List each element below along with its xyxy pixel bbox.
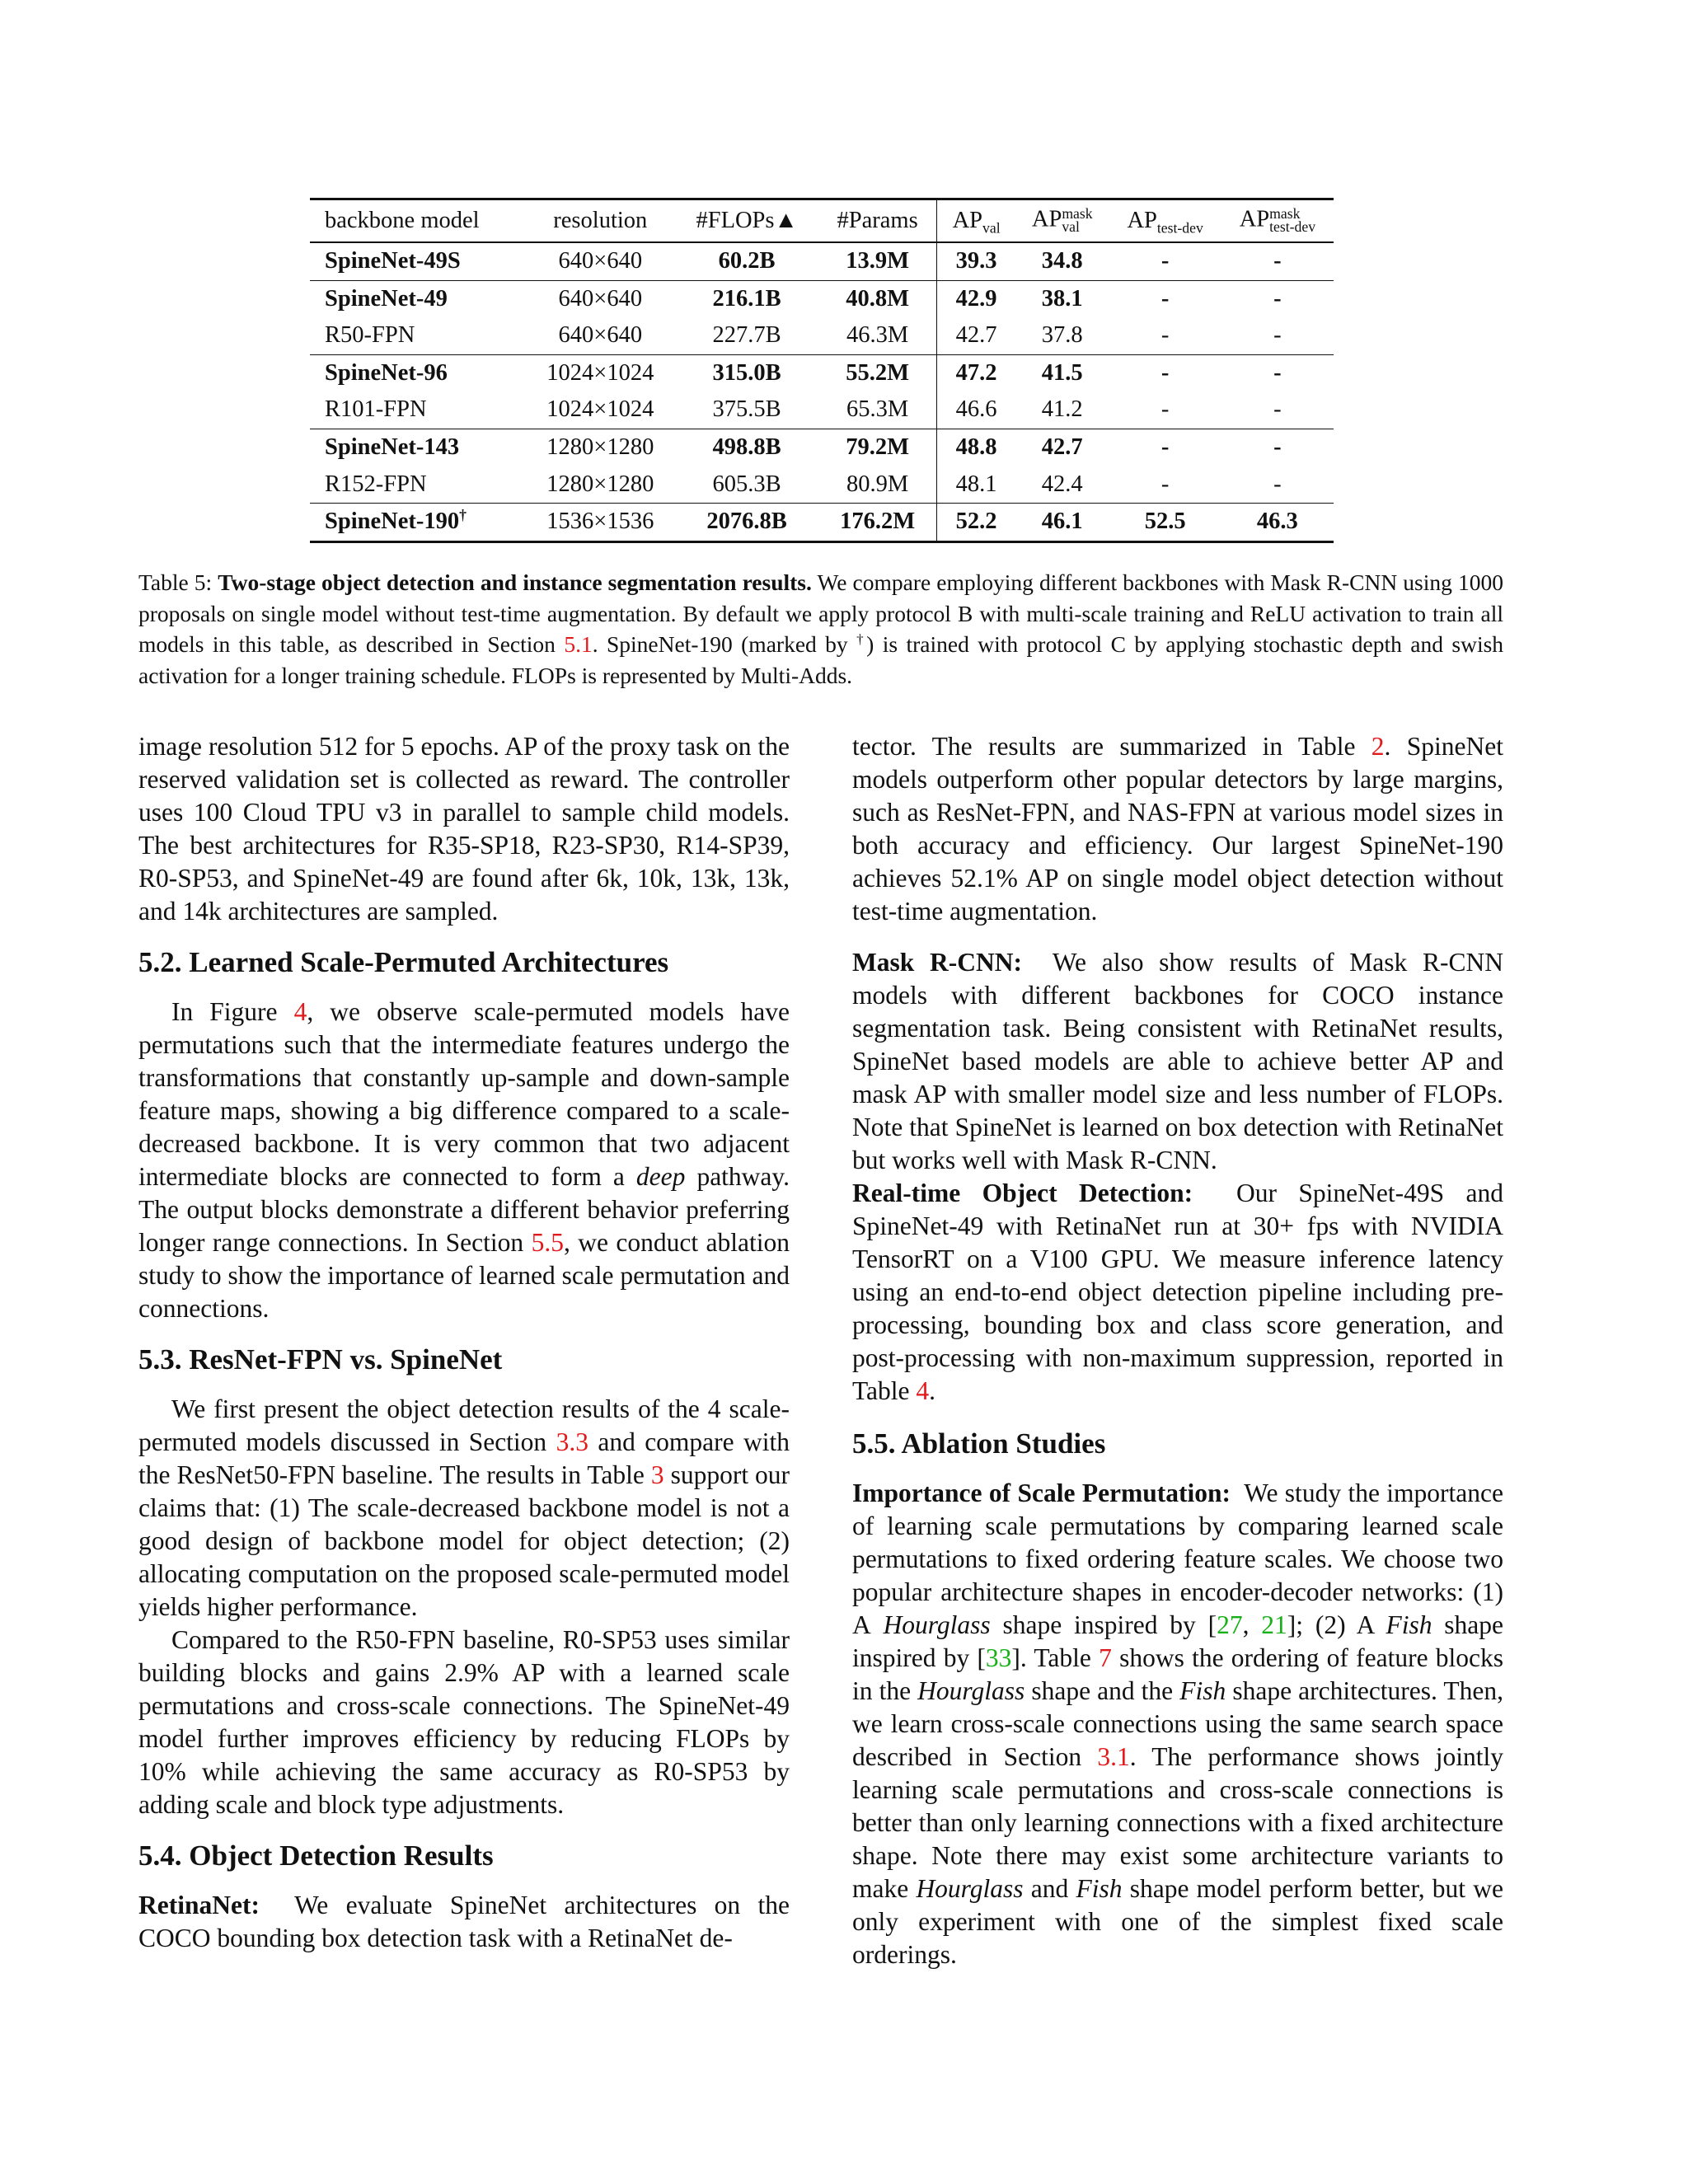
cell-ap-mask-testdev: -: [1273, 248, 1282, 274]
cell-ap-mask-val: 41.2: [1041, 396, 1083, 423]
cell-params: 176.2M: [818, 504, 937, 542]
citation-link[interactable]: 27: [1217, 1610, 1243, 1639]
cell-resolution: 640×640: [558, 285, 643, 312]
table-row: [310, 242, 1334, 280]
cell-model: R50-FPN: [325, 322, 415, 349]
cell-ap-testdev: -: [1160, 322, 1170, 349]
cell-ap-val: 48.8: [955, 434, 997, 461]
cell-ap-val: 39.3: [955, 248, 997, 274]
paragraph: image resolution 512 for 5 epochs. AP of the proxy task on the reserved validation set is collected as reward. The controller uses 100 Cloud TPU v3 in parallel to sample child models. The best architectures for R35-SP18, R23-SP30, R14-SP39, R0-SP53, and SpineNet-49 are found after 6k, 10k, 13k, 13k, and 14k architectures are sampled.: [138, 732, 790, 926]
cell-params: 55.2M: [818, 354, 937, 391]
paragraph: Real-time Object Detection: Our SpineNet-49S and SpineNet-49 with RetinaNet run at 30+ fps with NVIDIA TensorRT on a V100 GPU. We measure inference latency using an end-to-end object detection pipeline including pre-processing, bounding box and class score generation, and post-processing with non-maximum suppression, reported in Table 4.: [852, 1179, 1504, 1405]
cell-flops: 315.0B: [712, 359, 781, 386]
paragraph: Mask R-CNN: We also show results of Mask R-CNN models with different backbones for COCO instance segmentation task. Being consistent with RetinaNet results, SpineNet based models are able to achieve better AP and mask AP with smaller model size and less number of FLOPs. Note that SpineNet is learned on box detection with RetinaNet but works well with Mask R-CNN.: [852, 948, 1503, 1174]
citation-link[interactable]: 33: [985, 1643, 1012, 1672]
header-ap-mask-val: APmask val: [1031, 205, 1093, 235]
header-ap-testdev: $AP_{test-dev}$: [1127, 207, 1203, 237]
cell-flops: 227.7B: [712, 322, 781, 349]
cell-ap-mask-testdev: 46.3: [1256, 509, 1298, 535]
cell-model: R152-FPN: [325, 471, 427, 497]
header-ap-val: $AP_{val}$: [952, 207, 1001, 237]
paragraph: RetinaNet: We evaluate SpineNet architectures on the COCO bounding box detection task with a RetinaNet de-: [138, 1891, 790, 1952]
right-column: [852, 730, 1503, 1971]
cell-model: SpineNet-49: [325, 285, 448, 312]
table-row: [310, 317, 1334, 354]
cell-ap-mask-testdev: -: [1273, 434, 1282, 461]
cell-flops: 375.5B: [712, 396, 781, 423]
caption-title: Two-stage object detection and instance segmentation results.: [218, 569, 812, 595]
cell-ap-testdev: -: [1160, 396, 1170, 423]
section-ref-link[interactable]: 5.5: [531, 1228, 564, 1257]
cell-flops: 216.1B: [712, 285, 781, 312]
section-heading-5-3: 5.3. ResNet-FPN vs. SpineNet: [138, 1343, 503, 1376]
section-heading-5-2: 5.2. Learned Scale-Permuted Architectures: [138, 946, 669, 978]
caption-label: Table 5:: [138, 569, 213, 595]
cell-ap-val: 42.9: [955, 285, 997, 312]
cell-ap-mask-val: 42.7: [1041, 434, 1083, 461]
paragraph: Compared to the R50-FPN baseline, R0-SP53 uses similar building blocks and gains 2.9% AP with a learned scale permutations and cross-scale connections. The SpineNet-49 model further improves efficiency by reducing FLOPs by 10% while achieving the same accuracy as R0-SP53 by adding scale and block type adjustments.: [138, 1625, 790, 1819]
cell-resolution: 1280×1280: [546, 434, 654, 461]
cell-ap-mask-testdev: -: [1273, 471, 1282, 497]
table-row: [310, 504, 1334, 542]
cell-ap-val: 52.2: [955, 509, 997, 535]
cell-resolution: 640×640: [558, 248, 643, 274]
cell-ap-val: 48.1: [955, 471, 997, 497]
cell-ap-mask-val: 37.8: [1041, 322, 1083, 349]
cell-params: 80.9M: [818, 466, 937, 504]
table-header-row: [310, 199, 1334, 243]
cell-ap-testdev: 52.5: [1144, 509, 1186, 535]
cell-model: SpineNet-96: [325, 359, 448, 386]
cell-params: 13.9M: [818, 242, 937, 280]
cell-resolution: 1024×1024: [546, 396, 654, 423]
cell-flops: 60.2B: [718, 248, 776, 274]
cell-resolution: 640×640: [558, 322, 643, 349]
header-resolution: resolution: [553, 207, 648, 233]
cell-ap-val: 46.6: [955, 396, 997, 423]
cell-ap-mask-val: 41.5: [1041, 359, 1083, 386]
cell-ap-testdev: -: [1160, 285, 1170, 312]
citation-link[interactable]: 21: [1261, 1610, 1287, 1639]
table-caption: Table 5: Two-stage object detection and instance segmentation results. We compare employing different backbones with Mask R-CNN using 1000 proposals on single model without test-time augmentation. By default we apply protocol B with multi-scale training and ReLU activation to train all models in this table, as described in Section 5.1. SpineNet-190 (marked by †) is trained with protocol C by applying stochastic depth and swish activation for a longer training schedule. FLOPs is represented by Multi-Adds.: [138, 569, 1504, 688]
cell-ap-mask-val: 42.4: [1041, 471, 1083, 497]
cell-model: SpineNet-190†: [325, 506, 467, 535]
cell-params: 65.3M: [818, 391, 937, 429]
table-ref-link[interactable]: 4: [916, 1376, 930, 1405]
table-row: [310, 429, 1334, 466]
left-column: [138, 730, 790, 1955]
cell-ap-testdev: -: [1160, 359, 1170, 386]
cell-flops: 498.8B: [712, 434, 781, 461]
cell-ap-val: 47.2: [955, 359, 997, 386]
cell-ap-mask-testdev: -: [1273, 359, 1282, 386]
table-ref-link[interactable]: 2: [1371, 732, 1385, 761]
cell-ap-testdev: -: [1160, 434, 1170, 461]
cell-flops: 2076.8B: [706, 509, 787, 535]
table-ref-link[interactable]: 3: [650, 1460, 664, 1489]
section-heading-5-5: 5.5. Ablation Studies: [852, 1427, 1106, 1460]
cell-params: 40.8M: [818, 280, 937, 317]
section-ref-link[interactable]: 3.1: [1097, 1742, 1130, 1771]
cell-ap-val: 42.7: [955, 322, 997, 349]
paragraph: Importance of Scale Permutation: We study the importance of learning scale permutations by comparing learned scale permutations to fixed ordering feature scales. We choose two popular architecture shapes in encoder-decoder networks: (1) A Hourglass shape inspired by [27, 21]; (2) A Fish shape inspired by [33]. Table 7 shows the ordering of feature blocks in the Hourglass shape and the Fish shape architectures. Then, we learn cross-scale connections using the same search space described in Section 3.1. The performance shows jointly learning scale permutations and cross-scale connections is better than only learning connections with a fixed architecture shape. Note there may exist some architecture variants to make Hourglass and Fish shape model perform better, but we only experiment with one of the simplest fixed scale orderings.: [852, 1479, 1504, 1969]
cell-model: R101-FPN: [325, 396, 427, 423]
cell-ap-mask-val: 34.8: [1041, 248, 1083, 274]
paragraph: In Figure 4, we observe scale-permuted models have permutations such that the intermediate features undergo the transformations that constantly up-sample and down-sample feature maps, showing a big difference compared to a scale-decreased backbone. It is very common that two adjacent intermediate blocks are connected to form a deep pathway. The output blocks demonstrate a different behavior preferring longer range connections. In Section 5.5, we conduct ablation study to show the importance of learned scale permutation and connections.: [138, 997, 790, 1323]
cell-resolution: 1536×1536: [546, 509, 654, 535]
cell-resolution: 1024×1024: [546, 359, 654, 386]
cell-ap-mask-val: 46.1: [1041, 509, 1083, 535]
header-backbone-model: backbone model: [325, 207, 480, 233]
table-ref-link[interactable]: 7: [1099, 1643, 1112, 1672]
cell-params: 79.2M: [818, 429, 937, 466]
cell-resolution: 1280×1280: [546, 471, 654, 497]
cell-ap-mask-testdev: -: [1273, 285, 1282, 312]
header-params: #Params: [818, 199, 937, 243]
table-row: [310, 280, 1334, 317]
section-heading-5-4: 5.4. Object Detection Results: [138, 1840, 494, 1872]
header-ap-mask-testdev: APmask test-dev: [1239, 205, 1316, 235]
table-row: [310, 354, 1334, 391]
section-ref-link[interactable]: 5.1: [564, 631, 593, 657]
figure-ref-link[interactable]: 4: [293, 997, 307, 1026]
cell-flops: 605.3B: [712, 471, 781, 497]
cell-ap-mask-val: 38.1: [1041, 285, 1083, 312]
results-table: [310, 198, 1334, 543]
cell-ap-testdev: -: [1160, 248, 1170, 274]
cell-model: SpineNet-49S: [325, 248, 461, 274]
cell-params: 46.3M: [818, 317, 937, 354]
header-flops: #FLOPs▲: [696, 207, 798, 233]
cell-ap-testdev: -: [1160, 471, 1170, 497]
cell-ap-mask-testdev: -: [1273, 396, 1282, 423]
table-row: [310, 391, 1334, 429]
cell-ap-mask-testdev: -: [1273, 322, 1282, 349]
paragraph: tector. The results are summarized in Table 2. SpineNet models outperform other popular detectors by large margins, such as ResNet-FPN, and NAS-FPN at various model sizes in both accuracy and efficiency. Our largest SpineNet-190 achieves 52.1% AP on single model object detection without test-time augmentation.: [852, 732, 1504, 926]
table-row: [310, 466, 1334, 504]
cell-model: SpineNet-143: [325, 434, 460, 461]
paragraph: We first present the object detection results of the 4 scale-permuted models discussed in Section 3.3 and compare with the ResNet50-FPN baseline. The results in Table 3 support our claims that: (1) The scale-decreased backbone model is not a good design of backbone model for object detection; (2) allocating computation on the proposed scale-permuted model yields higher performance.: [138, 1394, 790, 1621]
section-ref-link[interactable]: 3.3: [556, 1427, 588, 1456]
